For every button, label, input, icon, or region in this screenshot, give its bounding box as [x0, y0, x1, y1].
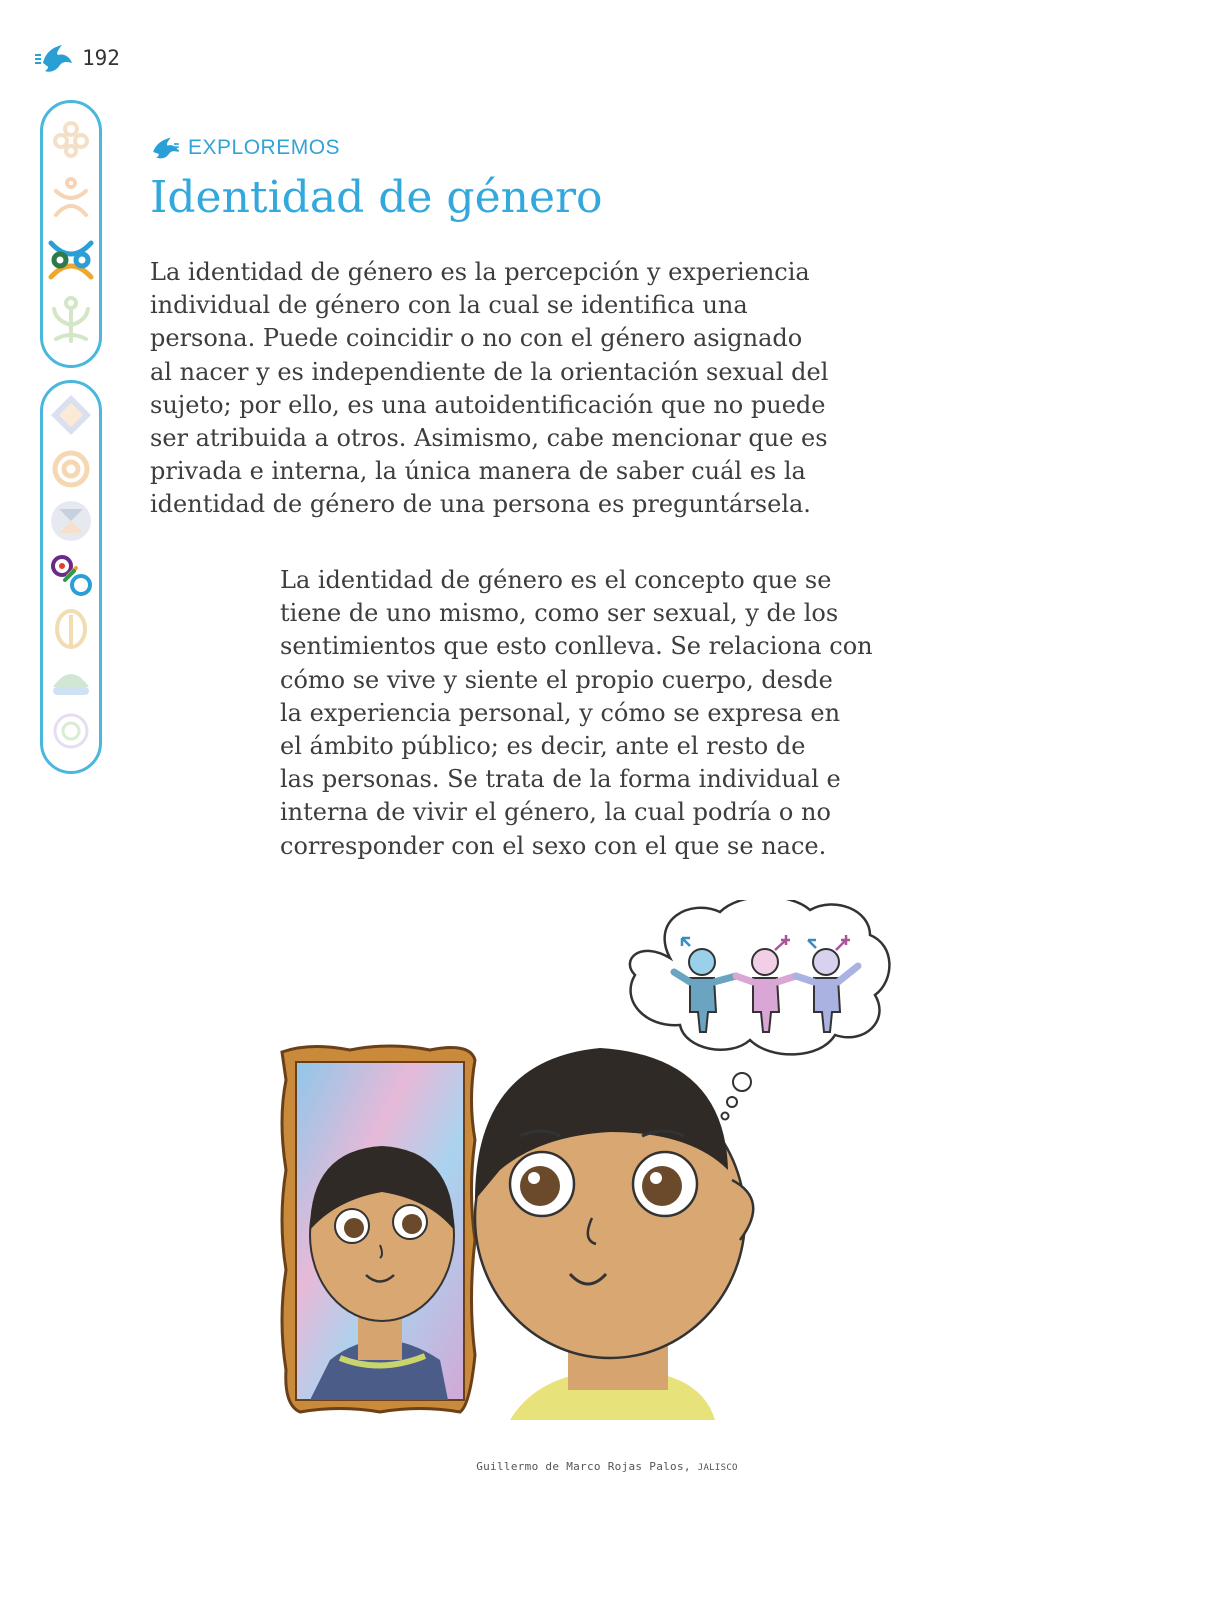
spiral-icon: [49, 447, 93, 491]
boy: [475, 1048, 753, 1420]
sidebar-capsule-bottom: [40, 380, 102, 774]
hummingbird-icon: [34, 41, 74, 75]
circle-emblem-icon: [49, 709, 93, 753]
paragraph-line: identidad de género de una persona es preguntársela.: [150, 490, 811, 519]
gender-symbols-icon: [47, 551, 95, 599]
paragraph-line: persona. Puede coincidir o no con el género asignado: [150, 324, 803, 353]
quote-line: la experiencia personal, y cómo se expresa en: [280, 698, 841, 727]
illustration-caption: [0, 1460, 1214, 1473]
caption-author: Guillermo de Marco Rojas Palos,: [476, 1460, 691, 1473]
quote-line: corresponder con el sexo con el que se nace.: [280, 831, 827, 860]
quote-line: tiene de uno mismo, como ser sexual, y de los: [280, 599, 839, 628]
quote-line: las personas. Se trata de la forma individual e: [280, 765, 841, 794]
section-label-text: EXPLOREMOS: [188, 136, 341, 159]
diamond-icon: [49, 393, 93, 437]
flower-icon: [49, 117, 93, 161]
hummingbird-icon: [150, 136, 182, 160]
paragraph-line: privada e interna, la única manera de saber cuál es la: [150, 457, 806, 486]
section-label: [150, 136, 340, 160]
paragraph-line: La identidad de género es la percepción y experiencia: [150, 258, 810, 286]
page-title: Identidad de género: [150, 172, 603, 223]
mirror: [282, 1046, 475, 1412]
quote-line: La identidad de género es el concepto que se: [280, 566, 832, 594]
quote-line: sentimientos que esto conlleva. Se relaciona con: [280, 632, 873, 661]
page-number: 192: [82, 46, 120, 70]
paragraph-line: ser atribuida a otros. Asimismo, cabe mencionar que es: [150, 424, 828, 453]
sidebar-capsule-top: [40, 100, 102, 368]
mirror-illustration: [270, 900, 910, 1430]
community-icon: [46, 235, 96, 285]
figures-icon: [48, 175, 94, 223]
main-paragraph: [150, 256, 828, 522]
page-number-area: [34, 40, 120, 76]
quote-line: el ámbito público; es decir, ante el resto de: [280, 732, 806, 761]
hourglass-icon: [49, 499, 93, 543]
leaf-icon: [49, 607, 93, 651]
paragraph-line: al nacer y es independiente de la orientación sexual del: [150, 357, 829, 386]
quote-line: interna de vivir el género, la cual podría o no: [280, 798, 831, 827]
plant-icon: [48, 295, 94, 345]
paragraph-line: sujeto; por ello, es una autoidentificación que no puede: [150, 390, 826, 419]
caption-region: JALISCO: [697, 1463, 738, 1473]
landscape-icon: [49, 661, 93, 701]
paragraph-line: individual de género con la cual se identifica una: [150, 291, 748, 320]
quote-paragraph: [280, 564, 873, 863]
quote-line: cómo se vive y siente el propio cuerpo, desde: [280, 665, 833, 694]
